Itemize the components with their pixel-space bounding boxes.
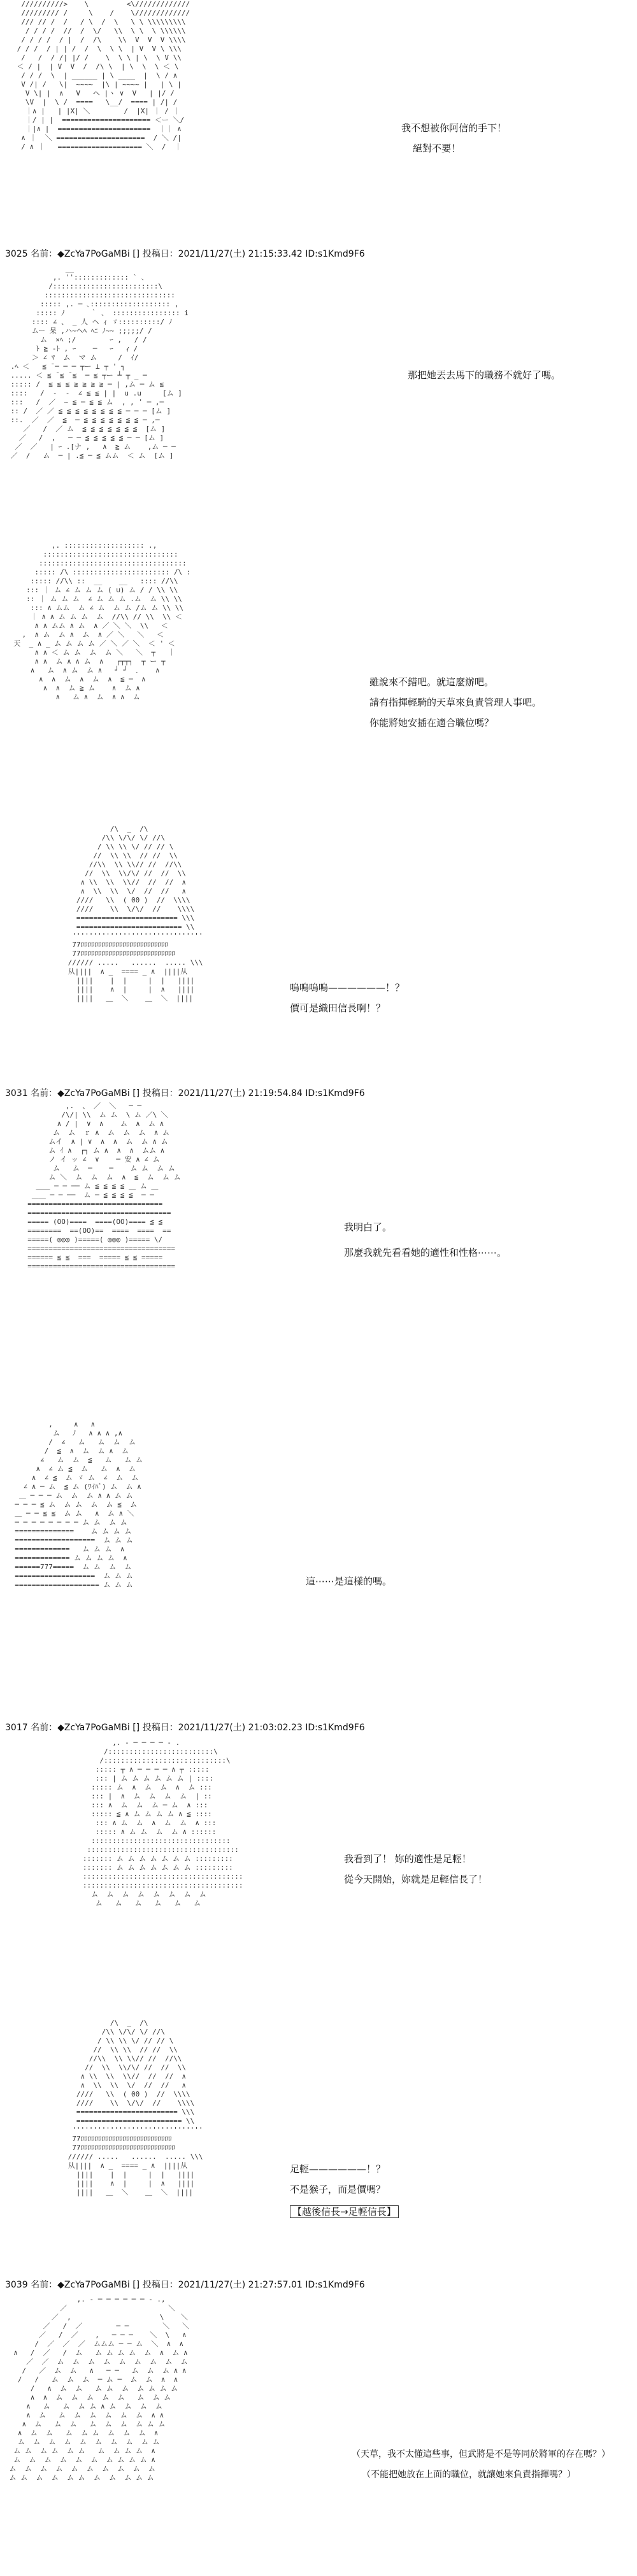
ascii-art-character: ,. - ─ ─ ─ ─ ─ ─ - ., ／ ＼ ／ , \ ＼ ／ / ／ ─ ─ ＼ ＼ ／ / ／ , ─ ─ ─ ＼ \ ∧ / ／ ／ ／ ムムム ─ ─ ム ＼ ∧ ∧ ∧ / ／ / ム ム ム ム ム ム ∧ ム ∧ ／ ／ ム ム ム ム ム ム ム ム ム / ／ ム ム ∧ ─ ─ ム ム ム ∧ ∧ / / ム ム ム ─ ム ─ ム ム ∧ ∧ / ∧ ム ム ム ム ム ム ム ム ム ∧ ∧ ム ム ム ム ム ム ム ム ∧ ム ム ム ム ∧ ム ム ム ム ∧ ム ム ム ム ム ム ム ∧ ∧ ∧ ム ム ム ム ム ム ム ム ム ∧ ム ム ム ム ム ム ム ム ∧ ム ム ム ム ム ム ム ム ム ム ム ム ム ム ム ム ム ム ム ム ∧ ム ム ム ム ム ム ム ム ム ム ∧ ム ム ム ム ム ム ム ム ム ム ム ム ム ム ム ム ム ム ム ム ム bbox=[9, 2295, 190, 2482]
ascii-art-character: ,. ::::::::::::::::::: ., :::::::::::::::::::::::::::::::: ::::::::::::::::::::::::::::::::::: ::::: /\ ::::::::::::::::::::::: /\ : ::::: //\\ :: __ __ :::: //\\ ::: ｜ ム ∠ ム ム ム ( ∪) ム / / \\ \\ :: ｜ ム ム ム ∠ ム ム ム .ム ム \\ \\ ::: ∧ ムム ム ∠ ム ム ム /ム ム \\ \\ ｜ ∧ ∧ ム ム ム ム //\\ // \\ \\ ＜ ∧ ∧ ムム ∧ ム ∧ ／ ＼ ＼ \\ ＜ , ∧ ム ム ∧ ム ∧ ／ ＼ ＼ ＜ 天 _ ∧ _ ム ム ム ム ／ ＼ ／ ＼ ＜ ' ＜ ∧ ∧ ＜ ム ム ム ム ＼ ＼ ┬ ｜ ∧ ∧ ム ∧ ∧ ム ∧ ┌┬┬┐ ┬ ー ┬ ∧ ム ∧ ム ム ∧ ┘ ┘ ． ∧ ∧ ∧ ム ∧ ム ∧ ≦ ─ ∧ ∧ ∧ ム ≧ ム ∧ ム ∧ ∧ ム ∧ ム ∧ ∧ ム bbox=[13, 541, 191, 701]
dialogue-line: 從今天開始，妳就是足輕信長了！ bbox=[344, 1874, 488, 1885]
post-header: 3039 名前：◆ZcYa7PoGaMBi [] 投稿日：2021/11/27(土) 21:27:57.01 ID:s1Kmd9F6 bbox=[5, 2280, 365, 2290]
ascii-art-character: /\ _ /\ /\\ \/\/ \/ //\ / \\ \\ \/ // // \ // \\ \\ // // \\ //\\ \\ \\// // //\\ // \\ \\/\/ // // \\ ∧ \\ \\ \\// // // ∧ ∧ \\ \\ \/ // // ∧ //// \\ ( 00 ) // \\\\ //// \\ \/\/ // \\\\ ======================== \\\ ========================= \\ ''''''''''''''''''''''''''''''' 77ﾛﾛﾛﾛﾛﾛﾛﾛﾛﾛﾛﾛﾛﾛﾛﾛﾛﾛﾛﾛﾛﾛﾛﾛﾛ 77ﾛﾛﾛﾛﾛﾛﾛﾛﾛﾛﾛﾛﾛﾛﾛﾛﾛﾛﾛﾛﾛﾛﾛﾛﾛﾛﾛ ////// ..... ...... ..... \\\ 从|||| ∧ _ ==== _ ∧ ||||从 |||| | | | | |||| |||| ∧ | | ∧ |||| |||| ＿ ＼ ＿ ＼ |||| bbox=[68, 825, 203, 1002]
dialogue-line: 嗚嗚嗚嗚——————！？ bbox=[290, 982, 405, 993]
tag-label: 【越後信長→足輕信長】 bbox=[290, 2205, 399, 2218]
dialogue-line: 我不想被你阿信的手下！ bbox=[401, 122, 507, 134]
post-header: 3017 名前：◆ZcYa7PoGaMBi [] 投稿日：2021/11/27(土) 21:03:02.23 ID:s1Kmd9F6 bbox=[5, 1723, 365, 1733]
dialogue-line: （不能把她放在上面的職位，就讓她來負責指揮嗎？） bbox=[362, 2470, 576, 2480]
ascii-art-character: , ∧ ∧ ム ﾉ ∧ ∧ ∧ ,∧ / ∠ ム ム ム ム / ≦ ∧ ム ム ∧ ム ∠ ム ム ≦ ム ム ム ∧ ∠ ム ≦ ム ム ∧ ム ∧ ∠ ≦ ム ゞ ム ∠ ム ム ∠ ∧ ─ ム ≦ ム (ﾜｲﾊﾞ) ム ム ∧ ＿ ─ ─ ─ ム ム ム ∧ ∧ ム ム ─ ─ ─ ≦ ム ム ム ム ム ≦ ム ＿ ─ ─ ≦ ≦ ム ム ∧ ム ∧ ＼ ─ ─ ─ ─ ─ ─ ─ ─ ム ム ム ム ============== ム ム ム ム =================== ム ム ム ============= ム ム ム ∧ ============= ム ム ム ム ∧ ======777===== ム ム ム ム =================== ム ム ム ==================== ム ム ム bbox=[15, 1420, 143, 1589]
post-header: 3031 名前：◆ZcYa7PoGaMBi [] 投稿日：2021/11/27(土) 21:19:54.84 ID:s1Kmd9F6 bbox=[5, 1088, 365, 1099]
dialogue-line: 這⋯⋯是這樣的嗎。 bbox=[306, 1576, 392, 1587]
dialogue-line: 絕對不要！ bbox=[413, 143, 461, 154]
dialogue-line: （天草，我不太懂這些事，但武將是不是等同於將軍的存在嗎？） bbox=[352, 2449, 610, 2459]
dialogue-line: 那麼我就先看看她的適性和性格⋯⋯。 bbox=[344, 1247, 507, 1258]
status-tag bbox=[290, 2205, 399, 2218]
dialogue-line: 不是猴子，而是價嗎？ bbox=[290, 2184, 386, 2195]
ascii-art-character: ,. - ─ ─ ─ ─ - . /:::::::::::::::::::::::::\ /:::::::::::::::::::::::::::::\ ::::: ┬ ∧ ─ ─ ─ ─ ∧ ┬ ::::: ::: | ム ム ム ム ム ム | :::: ::::: ム ∧ ム ム ∧ ム ::: ::: | ∧ ム ム ム ム | :: ::: ∧ ム ム ム ─ ム ∧ ::: ::::: ≦ ∧ ム ム ム ム ∧ ≦ :::: ::: ∧ ム ム ∧ ム ム ∧ ::: ::::: ∧ ム ム ム ム ∧ :::::: ::::::::::::::::::::::::::::::::: :::::::::::::::::::::::::::::::::::: ::::::: ム ム ム ム ム ム ム ::::::::: ::::::: ム ム ム ム ム ム ム ::::::::: :::::::::::::::::::::::::::::::::::::: :::::::::::::::::::::::::::::::::::::: ム ム ム ム ム ム ム ム ム ム ム ム ム ム bbox=[82, 1739, 243, 1907]
dialogue-line: 我看到了！ 妳的適性是足輕！ bbox=[344, 1853, 471, 1865]
ascii-art-character: /\ _ /\ /\\ \/\/ \/ //\ / \\ \\ \/ // // \ // \\ \\ // // \\ //\\ \\ \\// // //\\ // \\ \\/\/ // // \\ ∧ \\ \\ \\// // // ∧ ∧ \\ \\ \/ // // ∧ //// \\ ( 00 ) // \\\\ //// \\ \/\/ // \\\\ ======================== \\\ ========================= \\ ''''''''''''''''''''''''''''''' 77ﾛﾛﾛﾛﾛﾛﾛﾛﾛﾛﾛﾛﾛﾛﾛﾛﾛﾛﾛﾛﾛﾛﾛﾛﾛﾛ 77ﾛﾛﾛﾛﾛﾛﾛﾛﾛﾛﾛﾛﾛﾛﾛﾛﾛﾛﾛﾛﾛﾛﾛﾛﾛﾛﾛ ////// ..... ...... ..... \\\ 从|||| ∧ _ ==== _ ∧ ||||从 |||| | | | | |||| |||| ∧ | | ∧ |||| |||| ＿ ＼ ＿ ＼ |||| bbox=[68, 2019, 203, 2196]
dialogue-line: 請有指揮輕騎的天草來負責管理人事吧。 bbox=[369, 697, 542, 708]
dialogue-line: 我明白了。 bbox=[344, 1221, 392, 1233]
dialogue-line: 雖說來不錯吧。就這麼辦吧。 bbox=[369, 676, 494, 688]
ascii-art-character: __ ,. ''::::::::::::: ` 、 /:::::::::::::::::::::::::\ ::::::::::::::::::::::::::::::: ::::: ,. ─ ､::::::::::::::::::: , ::::: ﾉ ｀ 、 :::::::::::::::: i :::: ∠ 、 _ 人 ヘ ｨ ゞ::::::::::/ ﾉ ムー 呆 ,ハ~ヘﾍ ﾍﾆ ﾉ~~ ;;;;;/ / ム ×ﾍ ;/ ｰ , / / ﾄ ≧ -ﾄ , ｰ ─ ｰ ｨ / ＞ ∠ ﾏ ム マ ム / ｲ/ .ﾍ ＜ ≦ ̄ ─ ─ ─ ┬ー ⊥ ┬ ' ┐ ..... ＜ ≦ ̄ ≦ ̄ ≦ ─ ≦ ┬ー ┴ ┬ _ ─ ::::: / ≦ ≦ ≦ ≧ ≧ ≧ ≧ ─ | ,ム ─ ム ≦ :::: / - - ∠ ≦ ≦ | | u .u [ム ] ::: / ／ ~ ≦ ─ ≦ ≦ ム , , ' ─ ,─ :: / ／ ／ ≦ ≦ ≦ ≦ ≦ ≦ ≦ ≦ ─ ─ ─ [ム ] ::. ／ ／ ≦ ─ ≦ ≦ ≦ ≦ ≦ ≦ ≦ ─ ,─ ／ / ／ ム ≦ ≦ ≦ ≦ ≦ ≦ ≦ [ム ] ／ / , ─ ─ ≦ ≦ ≦ ≦ ≦ ─ ─ [ム ] ／ ／ | ｰ .[ナ , ∧ ≧ ム ,ム ─ ─ ／ / ム ─ | .≦ ─ ≦ ムム ＜ ム [ム ] bbox=[10, 264, 189, 460]
dialogue-line: 你能將她安插在適合職位嗎？ bbox=[369, 717, 494, 729]
ascii-art-character: //////////> \ <\///////////// ///////// / \ / \///////////// /// // / / / \ / \ \ \ \\\\\\\\\ / / / / // / \/ \\ \ \ \ \\\\\\ / / / / / | / /\ \\ V V V \\\\ / / / / | | / / \ \ \ | V V \ \\\ / / / /| |/ / \ \ \ | \ \ V \\ ＜ / | | V V / /\ \ | \ \ \ ＜ \ / / / \ | ______ | \ ____ | \ / ∧ V /| / \| ~~~~ |\ | ~~~~ | | \ | V \| | ∧ V ヘ |ヽ ∨ V | |/ / \V | \ / ==== \__/ ==== | /| / ｜∧ | | |X| ＼ / |X| ｜ / ｜ ｜/ | | ===================== ＜ー ＼/ ｜|∧ | ====================== ｜｜ ∧ ∧ ｜ ＼ ===================== / ＼ /| / ∧ ｜ ==================== ＼ / ｜ bbox=[17, 0, 190, 151]
ascii-art-character: ,. 、 ／ ＼ ─ ─ /\/| \\ ム ム \ ム ／\ ＼ ∧ / | ∨ ∧ ム ∧ ム ∧ ム ム ｒ ∧ ム ム ム ∧ ム ムイ ∧ | ∨ ∧ ∧ ム ム ∧ ム ム ｲ ∧ ┌┐ ム ∧ ∧ ∧ ムム ∧ ノ イ ッ ∠ ∨ ─ 安 ∧ ∠ ム ム ム ─ ─ ム ム ム ム ム ＼ ム ム ム ∧ ≦ ム ム ム ＿＿ ─ ─ ── ム ≦ ≦ ≦ ≦ ＿ ム ＿ ＿＿ ─ ─ ── ム ─ ≦ ≦ ≦ ≦ ─ ─ ================================ ================================== ===== (OO)==== ====(OO)==== ≦ ≦ ======== ==(OO)== ==== ==== == =====( ◎◎◎ )=====( ◎◎◎ )===== \/ =================================== ====== ≦ ≦ === ===== ≦ ≦ ===== =================================== bbox=[27, 1102, 181, 1270]
dialogue-line: 足輕——————！？ bbox=[290, 2163, 386, 2175]
post-header: 3025 名前：◆ZcYa7PoGaMBi [] 投稿日：2021/11/27(土) 21:15:33.42 ID:s1Kmd9F6 bbox=[5, 249, 365, 259]
dialogue-line: 那把她丟去馬下的職務不就好了嗎。 bbox=[408, 369, 561, 381]
dialogue-line: 價可是織田信長啊！？ bbox=[290, 1002, 386, 1014]
